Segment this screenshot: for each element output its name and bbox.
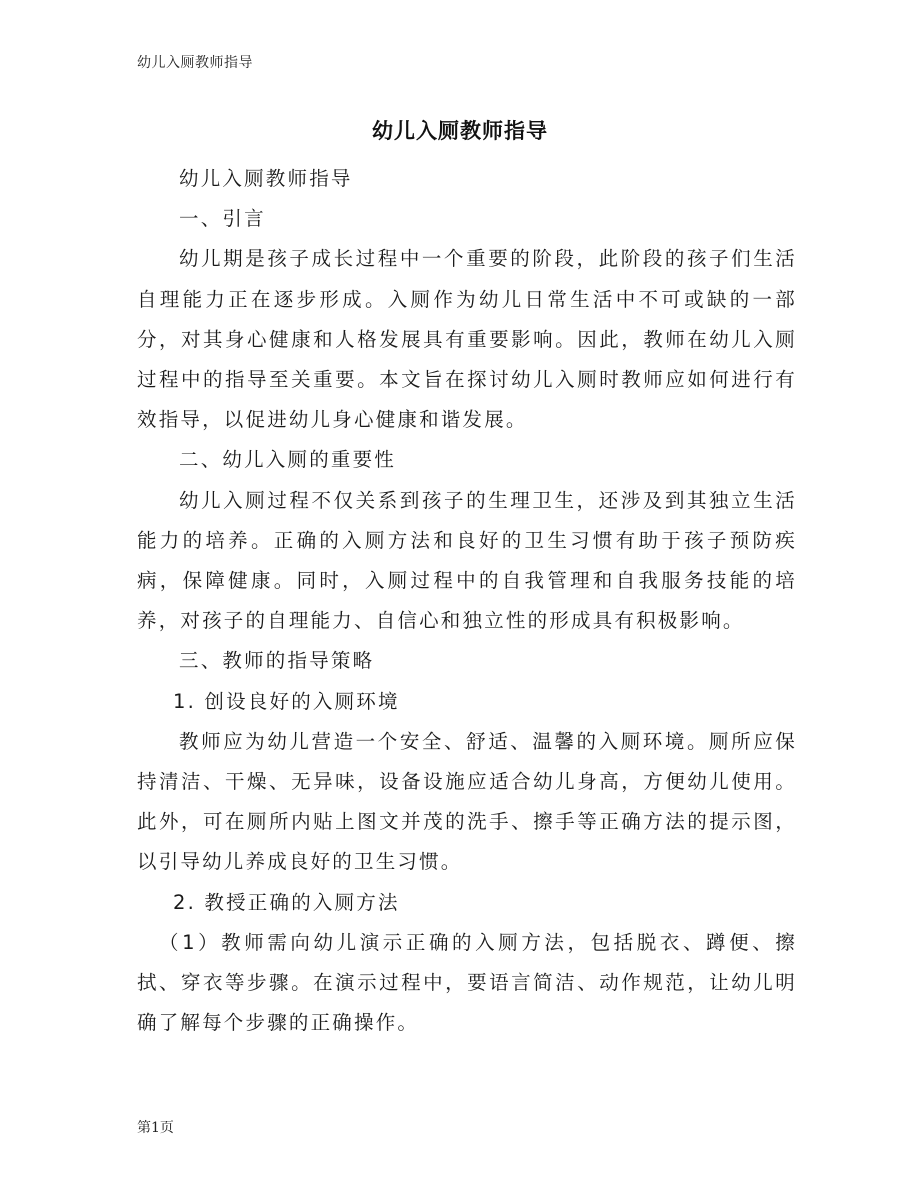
section-heading-introduction: 一、引言 xyxy=(179,207,266,231)
section-heading-importance: 二、幼儿入厕的重要性 xyxy=(179,448,397,472)
section-heading-strategies: 三、教师的指导策略 xyxy=(179,649,375,673)
body-subtitle: 幼儿入厕教师指导 xyxy=(179,167,353,190)
document-title: 幼儿入厕教师指导 xyxy=(372,119,548,143)
document-body xyxy=(137,159,797,1043)
body-paragraph: 幼儿期是孩子成长过程中一个重要的阶段，此阶段的孩子们生活自理能力正在逐步形成。入厕作为幼儿日常生活中不可或缺的一部分，对其身心健康和人格发展具有重要影响。因此，教师在幼儿入厕过程中的指导至关重要。本文旨在探讨幼儿入厕时教师应如何进行有效指导，以促进幼儿身心健康和谐发展。 xyxy=(137,247,797,432)
body-paragraph: 教师应为幼儿营造一个安全、舒适、温馨的入厕环境。厕所应保持清洁、干燥、无异味，设备设施应适合幼儿身高，方便幼儿使用。此外，可在厕所内贴上图文并茂的洗手、擦手等正确方法的提示图，以引导幼儿养成良好的卫生习惯。 xyxy=(137,729,797,874)
page-number: 第1页 xyxy=(137,1120,174,1136)
subsection-heading-method: 2. 教授正确的入厕方法 xyxy=(173,890,400,914)
body-paragraph: 幼儿入厕过程不仅关系到孩子的生理卫生，还涉及到其独立生活能力的培养。正确的入厕方法和良好的卫生习惯有助于孩子预防疾病，保障健康。同时，入厕过程中的自我管理和自我服务技能的培养，对孩子的自理能力、自信心和独立性的形成具有积极影响。 xyxy=(137,488,797,633)
subsection-heading-environment: 1. 创设良好的入厕环境 xyxy=(173,689,400,713)
body-paragraph: （1）教师需向幼儿演示正确的入厕方法，包括脱衣、蹲便、擦拭、穿衣等步骤。在演示过程中，要语言简洁、动作规范，让幼儿明确了解每个步骤的正确操作。 xyxy=(137,930,797,1035)
running-header: 幼儿入厕教师指导 xyxy=(137,55,253,71)
